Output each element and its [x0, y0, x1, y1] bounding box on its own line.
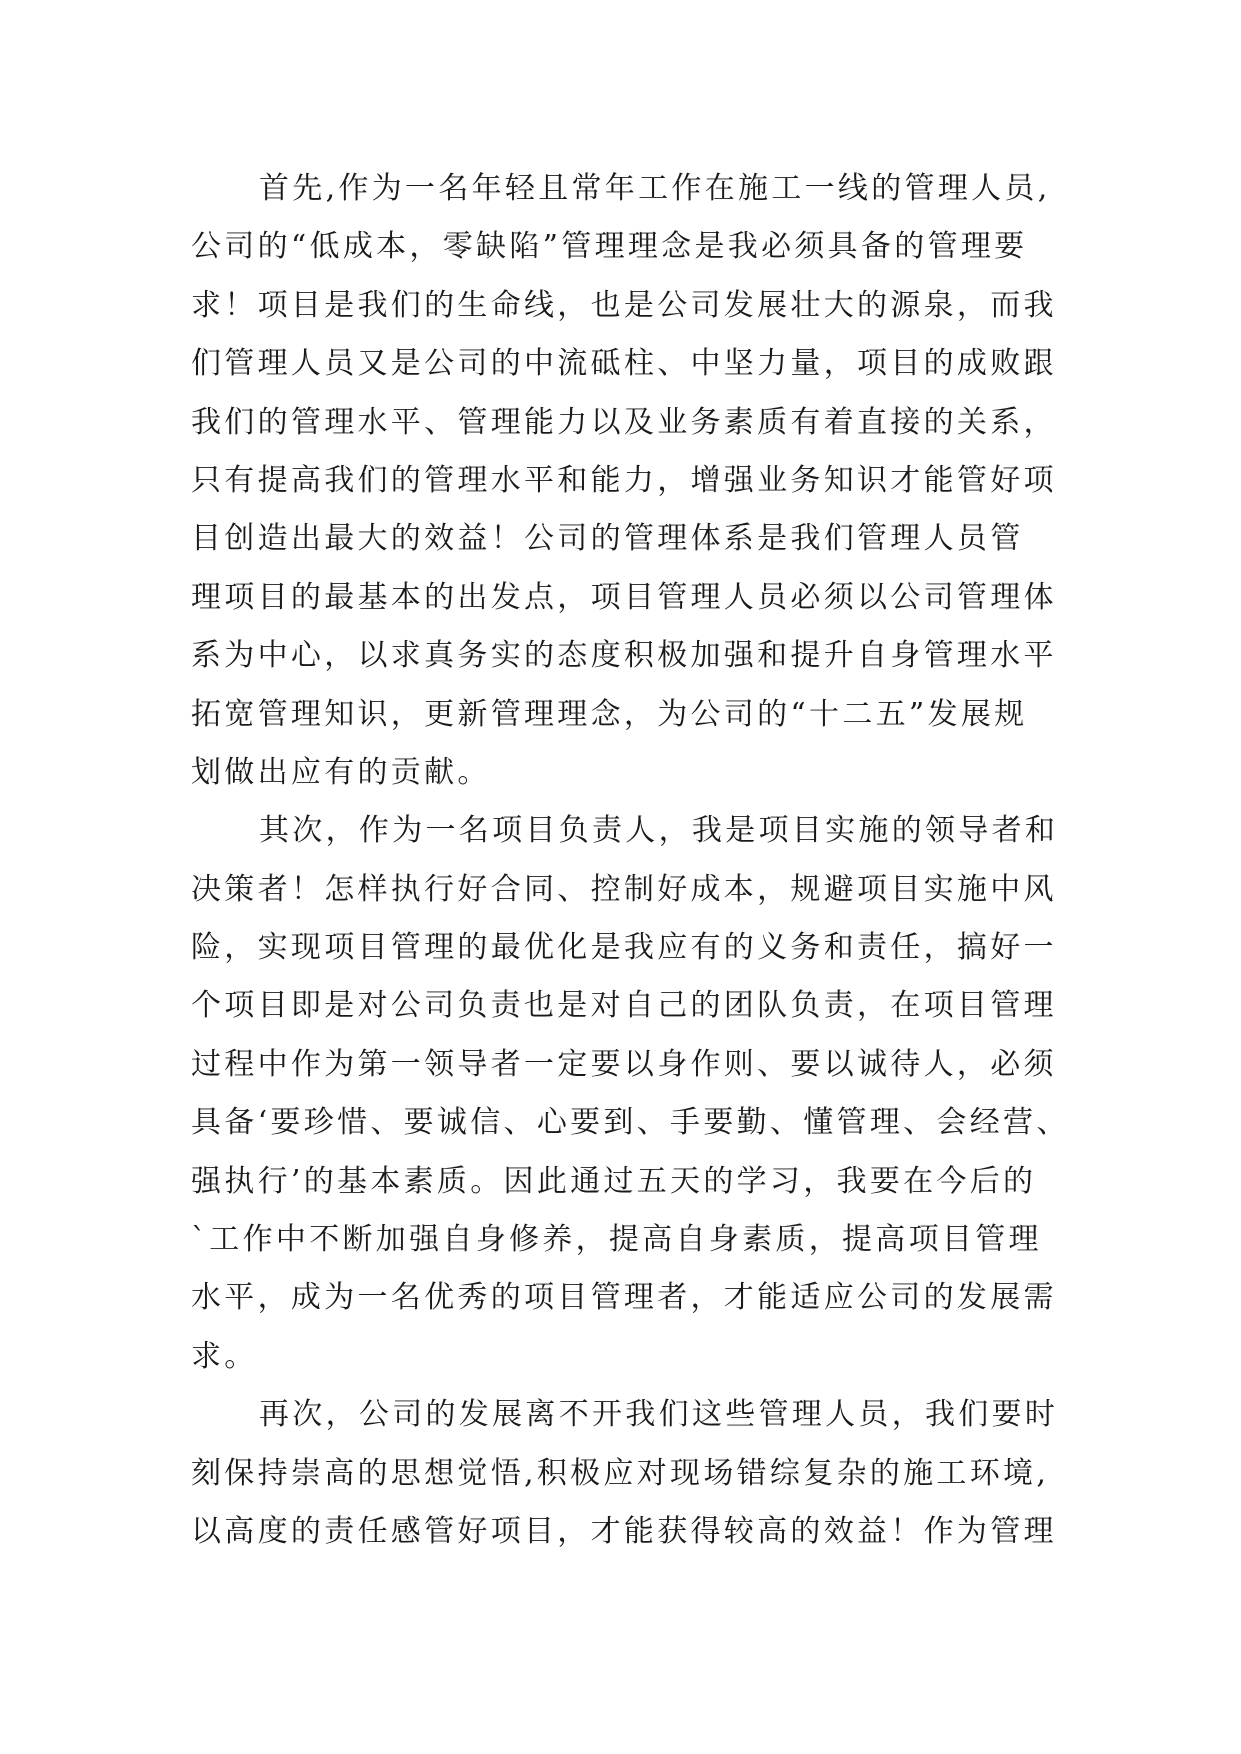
paragraph-line: 首先,作为一名年轻且常年工作在施工一线的管理人员, — [259, 171, 1051, 206]
paragraph-line: 刻保持崇高的思想觉悟,积极应对现场错综复杂的施工环境, — [191, 1455, 1050, 1491]
paragraph-line: 公司的“低成本，零缺陷”管理理念是我必须具备的管理要 — [191, 229, 1028, 265]
paragraph-line: 强执行’的基本素质。因此通过五天的学习，我要在今后的 — [191, 1163, 1037, 1199]
paragraph-3 — [191, 1386, 1091, 1561]
paragraph-line: 只有提高我们的管理水平和能力，增强业务知识才能管好项 — [191, 462, 1057, 498]
paragraph-line: 求！项目是我们的生命线，也是公司发展壮大的源泉，而我 — [191, 287, 1057, 323]
paragraph-line: 目创造出最大的效益！公司的管理体系是我们管理人员管 — [191, 521, 1024, 557]
paragraph-line: 水平，成为一名优秀的项目管理者，才能适应公司的发展需 — [191, 1280, 1057, 1316]
paragraph-line: `工作中不断加强自身修养，提高自身素质，提高项目管理 — [191, 1222, 1042, 1258]
paragraph-line: 具备‘要珍惜、要诚信、心要到、手要勤、懂管理、会经营、 — [191, 1105, 1070, 1141]
paragraph-line: 系为中心，以求真务实的态度积极加强和提升自身管理水平 — [191, 638, 1057, 674]
paragraph-line: 拓宽管理知识，更新管理理念，为公司的“十二五”发展规 — [191, 696, 1028, 732]
paragraph-line: 个项目即是对公司负责也是对自己的团队负责，在项目管理 — [191, 988, 1057, 1024]
paragraph-line: 过程中作为第一领导者一定要以身作则、要以诚待人，必须 — [191, 1046, 1057, 1082]
paragraph-line: 险，实现项目管理的最优化是我应有的义务和责任，搞好一 — [191, 930, 1057, 966]
paragraph-line: 我们的管理水平、管理能力以及业务素质有着直接的关系， — [191, 404, 1057, 440]
paragraph-2 — [191, 802, 1091, 1386]
paragraph-line: 以高度的责任感管好项目，才能获得较高的效益！作为管理 — [191, 1513, 1057, 1549]
paragraph-1 — [191, 160, 1091, 802]
paragraph-line: 其次，作为一名项目负责人，我是项目实施的领导者和 — [259, 813, 1059, 849]
paragraph-line: 求。 — [191, 1338, 258, 1374]
document-body — [191, 160, 1091, 1561]
paragraph-line: 理项目的最基本的出发点，项目管理人员必须以公司管理体 — [191, 579, 1057, 615]
paragraph-line: 们管理人员又是公司的中流砥柱、中坚力量，项目的成败跟 — [191, 346, 1057, 382]
paragraph-line: 再次，公司的发展离不开我们这些管理人员，我们要时 — [259, 1397, 1059, 1433]
paragraph-line: 划做出应有的贡献。 — [191, 754, 491, 790]
paragraph-line: 决策者！怎样执行好合同、控制好成本，规避项目实施中风 — [191, 871, 1057, 907]
